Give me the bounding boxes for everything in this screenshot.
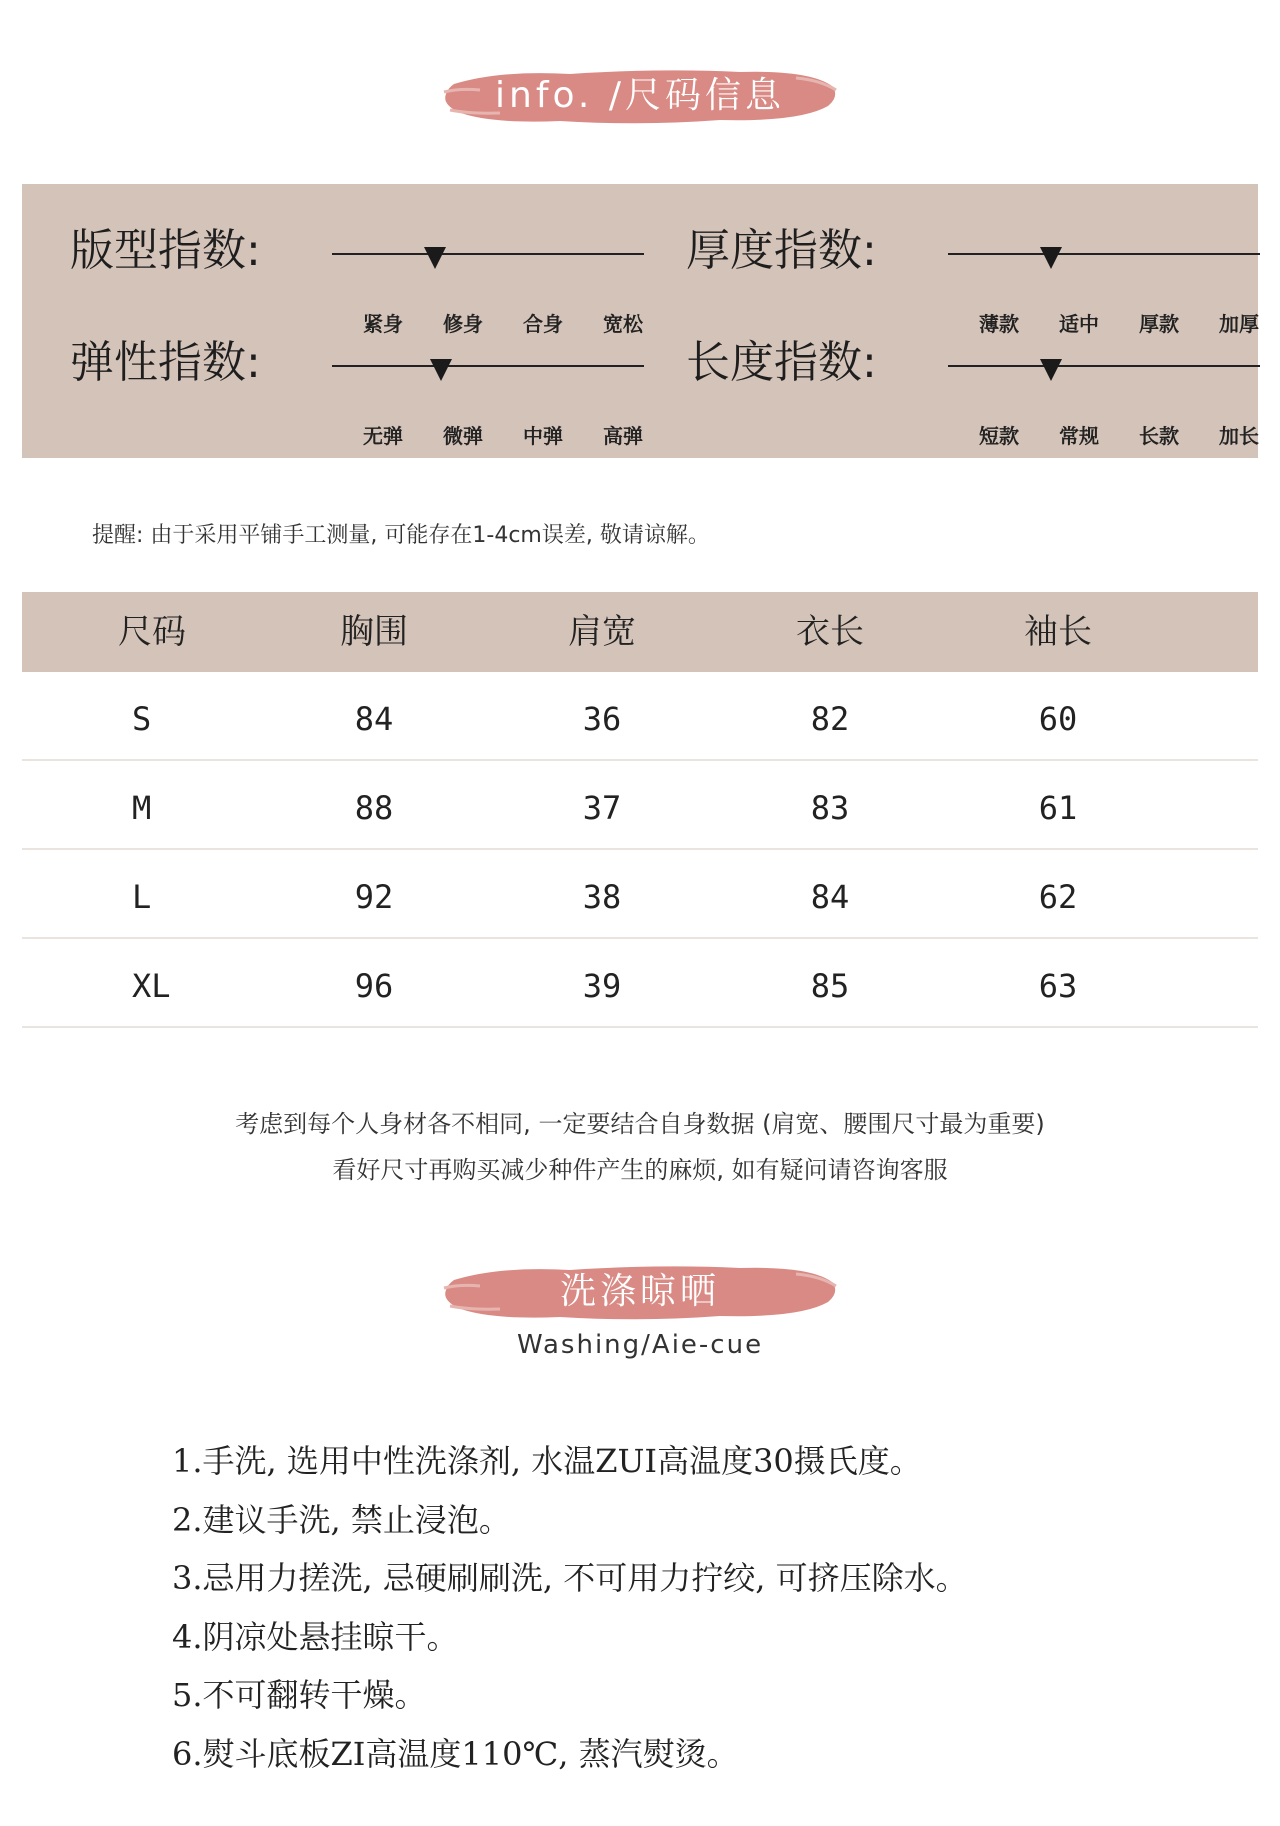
index-option: 短款 [979, 424, 1019, 448]
index-marker-icon [430, 359, 452, 381]
index-option: 中弹 [523, 424, 563, 448]
table-cell: 84 [810, 878, 850, 916]
table-row [22, 939, 1258, 1028]
table-header-cell: 尺码 [118, 612, 186, 652]
care-item: 2.建议手洗, 禁止浸泡。 [172, 1500, 511, 1539]
index-option: 常规 [1059, 424, 1099, 448]
index-label: 弹性指数: [70, 337, 261, 388]
table-cell-size: M [132, 789, 152, 827]
care-instructions [172, 1432, 968, 1783]
measurement-notice: 提醒: 由于采用平铺手工测量, 可能存在1-4cm误差, 敬请谅解。 [92, 523, 710, 548]
index-option: 无弹 [363, 424, 403, 448]
table-cell-size: L [132, 878, 152, 916]
table-cell: 96 [354, 967, 394, 1005]
table-row [22, 850, 1258, 939]
length-index-row [686, 326, 1259, 448]
size-advice-line: 考虑到每个人身材各不相同, 一定要结合自身数据 (肩宽、腰围尺寸最为重要) [235, 1110, 1045, 1138]
index-option: 适中 [1059, 312, 1099, 336]
index-option: 长款 [1139, 424, 1179, 448]
table-cell: 61 [1038, 789, 1078, 827]
table-cell: 62 [1038, 878, 1078, 916]
index-marker-icon [1040, 247, 1062, 269]
index-scale-line [332, 253, 644, 255]
table-header-cell: 肩宽 [568, 612, 636, 652]
table-header [22, 592, 1258, 672]
table-cell: 38 [582, 878, 622, 916]
table-row [22, 761, 1258, 850]
table-cell: 36 [582, 700, 622, 738]
index-scale-line [332, 365, 644, 367]
index-option: 修身 [443, 312, 483, 336]
washing-banner [440, 1262, 840, 1322]
care-item: 5.不可翻转干燥。 [172, 1676, 427, 1714]
index-option: 紧身 [363, 312, 403, 336]
table-header-cell: 衣长 [796, 612, 864, 652]
index-option: 合身 [523, 312, 563, 336]
index-option: 宽松 [603, 312, 643, 336]
table-header-cell: 胸围 [340, 612, 408, 652]
index-scale-line [948, 253, 1260, 255]
index-option: 加厚 [1219, 312, 1259, 336]
care-item: 1.手洗, 选用中性洗涤剂, 水温ZUI高温度30摄氏度。 [172, 1442, 922, 1480]
table-header-cell: 袖长 [1024, 612, 1092, 652]
index-marker-icon [1040, 359, 1062, 381]
table-cell-size: S [132, 700, 152, 738]
table-cell: 37 [582, 789, 622, 827]
table-cell: 60 [1038, 700, 1078, 738]
table-cell: 39 [582, 967, 622, 1005]
index-options [348, 420, 648, 450]
care-item: 6.熨斗底板ZI高温度110℃, 蒸汽熨烫。 [172, 1734, 739, 1773]
table-cell: 84 [354, 700, 394, 738]
index-option: 厚款 [1139, 312, 1179, 336]
index-option: 薄款 [979, 312, 1019, 336]
washing-title: 洗涤晾晒 [559, 1271, 720, 1312]
index-label: 版型指数: [70, 225, 261, 276]
index-scale-line [948, 365, 1260, 367]
index-label: 厚度指数: [686, 225, 877, 276]
care-item: 4.阴凉处悬挂晾干。 [172, 1617, 459, 1656]
table-cell: 63 [1038, 967, 1078, 1005]
fit-index-panel [22, 184, 1258, 458]
table-cell-size: XL [132, 967, 171, 1005]
table-cell: 88 [354, 789, 394, 827]
thickness-index-row [686, 214, 1259, 336]
elasticity-index-row [70, 326, 643, 448]
table-cell: 92 [354, 878, 394, 916]
table-row [22, 672, 1258, 761]
fit-index-row [70, 214, 643, 336]
index-marker-icon [424, 247, 446, 269]
size-advice-line: 看好尺寸再购买减少种件产生的麻烦, 如有疑问请咨询客服 [332, 1156, 948, 1184]
size-table [22, 592, 1258, 1028]
index-option: 微弹 [443, 424, 483, 448]
care-item: 3.忌用力搓洗, 忌硬刷刷洗, 不可用力拧绞, 可挤压除水。 [172, 1559, 968, 1597]
index-option: 高弹 [603, 424, 643, 448]
index-options [964, 420, 1264, 450]
size-info-title: info. /尺码信息 [495, 75, 785, 116]
table-cell: 82 [810, 700, 850, 738]
table-cell: 85 [810, 967, 850, 1005]
washing-subtitle: Washing/Aie-cue [516, 1330, 764, 1360]
size-info-banner [440, 66, 840, 126]
index-label: 长度指数: [686, 337, 877, 388]
table-cell: 83 [810, 789, 850, 827]
index-option: 加长 [1219, 424, 1259, 448]
